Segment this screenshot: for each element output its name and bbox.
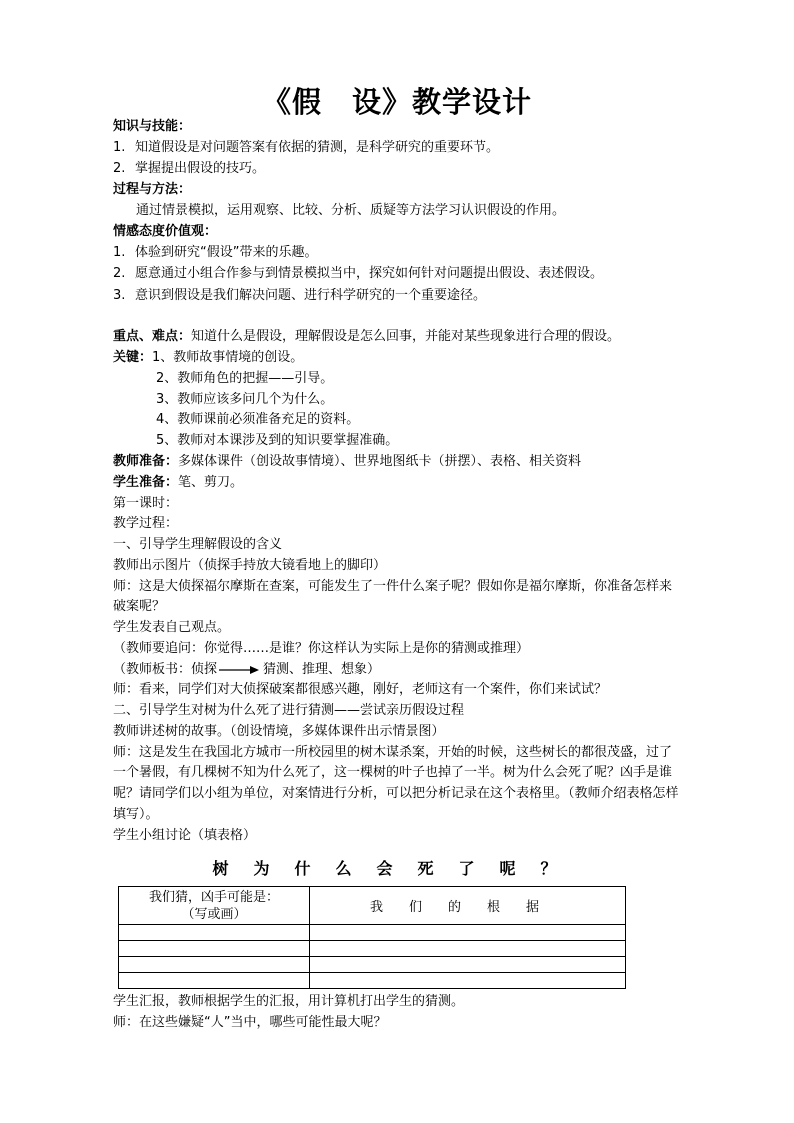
table-cell — [119, 973, 310, 989]
item-text: 知道假设是对问题答案有依据的猜测，是科学研究的重要环节。 — [135, 140, 500, 155]
body-line: 学生发表自己观点。 — [113, 620, 231, 635]
table-title: 树为什么会死了呢？ — [212, 859, 582, 878]
table-header-row — [119, 887, 626, 925]
key-item-5: 5、教师对本课涉及到的知识要掌握准确。 — [156, 433, 399, 448]
item-number: 2. — [113, 161, 126, 176]
header-line: 我们猜，凶手可能是： — [148, 889, 279, 905]
table-row — [119, 925, 626, 941]
item-number: 2. — [113, 266, 126, 281]
key-item-1: 1、教师故事情境的创设。 — [152, 350, 304, 365]
table-row — [119, 973, 626, 989]
body-line: 师：这是发生在我国北方城市一所校园里的树木谋杀案，开始的时候，这些树长的都很茂盛，过了 — [113, 745, 673, 760]
right-arrow-icon — [219, 665, 259, 675]
key-item-3: 3、教师应该多问几个为什么。 — [156, 392, 334, 407]
item-number: 3. — [113, 288, 126, 303]
teacher-prep — [113, 453, 581, 471]
focus-line — [113, 328, 620, 346]
table-cell — [310, 957, 626, 973]
student-prep — [113, 474, 243, 492]
process-text: 通过情景模拟，运用观察、比较、分析、质疑等方法学习认识假设的作用。 — [136, 203, 566, 218]
focus-text: 知道什么是假设，理解假设是怎么回事，并能对某些现象进行合理的假设。 — [191, 329, 621, 344]
section-two-heading: 二、引导学生对树为什么死了进行猜测——尝试亲历假设过程 — [113, 703, 465, 718]
board-writing-line — [113, 661, 380, 679]
knowledge-item-2 — [113, 160, 265, 178]
focus-label: 重点、难点： — [113, 329, 192, 344]
body-line: 破案呢？ — [113, 599, 166, 614]
key-label: 关键： — [113, 350, 153, 365]
student-prep-text: 笔、剪刀。 — [178, 475, 244, 490]
key-item-2: 2、教师角色的把握——引导。 — [156, 371, 334, 386]
emotion-item-2 — [113, 265, 603, 283]
emotion-item-3 — [113, 287, 486, 305]
item-text: 意识到假设是我们解决问题、进行科学研究的一个重要途径。 — [135, 288, 487, 303]
table-cell — [119, 957, 310, 973]
body-line: 教师出示图片（侦探手持放大镜看地上的脚印） — [113, 558, 387, 573]
table-cell — [310, 925, 626, 941]
body-line: 呢？请同学们以小组为单位，对案情进行分析，可以把分析记录在这个表格里。（教师介绍表格怎样 — [113, 786, 679, 801]
body-line: 填写）。 — [113, 807, 159, 822]
item-number: 1. — [113, 140, 126, 155]
student-prep-label: 学生准备： — [113, 475, 179, 490]
body-line: 师：这是大侦探福尔摩斯在查案，可能发生了一件什么案子呢？假如你是福尔摩斯，你准备怎样来 — [113, 579, 673, 594]
process-label: 教学过程： — [113, 516, 179, 531]
item-text: 愿意通过小组合作参与到情景模拟当中，探究如何针对问题提出假设、表述假设。 — [135, 266, 604, 281]
table-cell — [119, 925, 310, 941]
emotion-heading: 情感态度价值观： — [113, 224, 218, 239]
board-writing-end: 猜测、推理、想象） — [263, 662, 381, 677]
lesson-label: 第一课时： — [113, 496, 179, 511]
guess-table — [118, 886, 626, 989]
header-line: （写或画） — [181, 906, 247, 922]
emotion-item-1 — [113, 244, 317, 262]
body-line: 一个暑假，有几棵树不知为什么死了，这一棵树的叶子也掉了一半。树为什么会死了呢？凶手是谁 — [113, 765, 673, 780]
body-line: 师：看来，同学们对大侦探破案都很感兴趣，刚好，老师这有一个案件，你们来试试？ — [113, 682, 608, 697]
knowledge-item-1 — [113, 139, 499, 157]
item-number: 1. — [113, 245, 126, 260]
teacher-prep-label: 教师准备： — [113, 454, 179, 469]
table-cell — [310, 941, 626, 957]
body-line: 教师讲述树的故事。（创设情境，多媒体课件出示情景图） — [113, 724, 445, 739]
board-writing-start: （教师板书：侦探 — [113, 662, 218, 677]
body-line: （教师要追问：你觉得……是谁？你这样认为实际上是你的猜测或推理） — [113, 641, 530, 656]
teacher-prep-text: 多媒体课件（创设故事情境）、世界地图纸卡（拼摆）、表格、相关资料 — [178, 454, 582, 469]
body-line: 学生小组讨论（填表格） — [113, 828, 257, 843]
body-line: 学生汇报，教师根据学生的汇报，用计算机打出学生的猜测。 — [113, 994, 465, 1009]
table-cell — [119, 941, 310, 957]
section-one-heading: 一、引导学生理解假设的含义 — [113, 537, 283, 552]
table-header-reason: 我们的根据 — [310, 887, 626, 925]
knowledge-heading: 知识与技能： — [113, 119, 192, 134]
process-heading: 过程与方法： — [113, 182, 192, 197]
page-title: 《假 设》教学设计 — [261, 85, 532, 119]
item-text: 体验到研究“假设”带来的乐趣。 — [135, 245, 318, 260]
body-line: 师：在这些嫌疑“人”当中，哪些可能性最大呢？ — [113, 1015, 387, 1030]
table-row — [119, 957, 626, 973]
key-line — [113, 349, 303, 367]
table-row — [119, 941, 626, 957]
key-item-4: 4、教师课前必须准备充足的资料。 — [156, 412, 360, 427]
table-header-suspect — [119, 887, 310, 925]
table-cell — [310, 973, 626, 989]
item-text: 掌握提出假设的技巧。 — [135, 161, 266, 176]
